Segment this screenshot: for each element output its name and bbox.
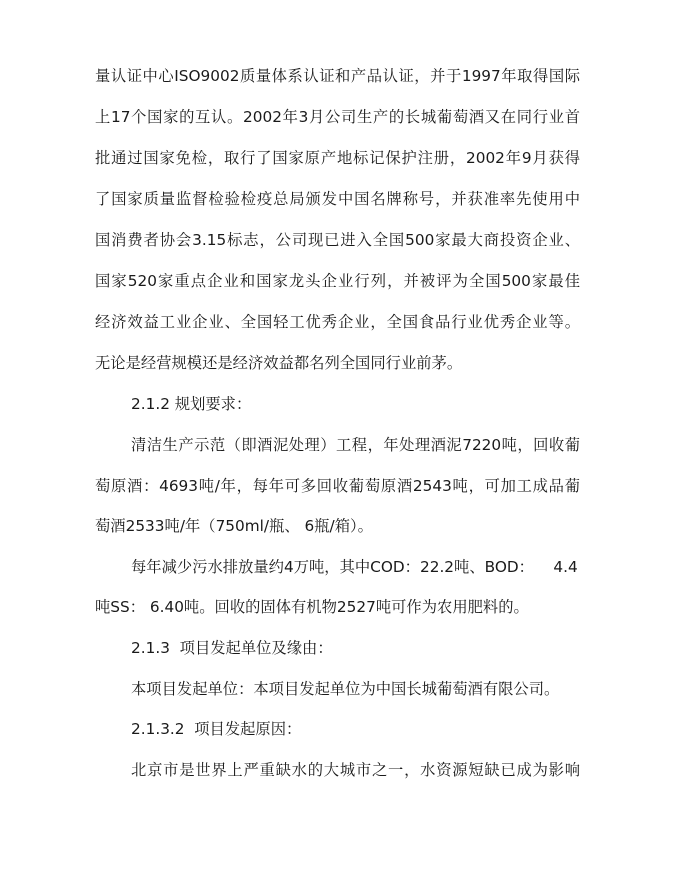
paragraph-line: 吨SS： 6.40吨。回收的固体有机物2527吨可作为农用肥料的。 bbox=[95, 598, 529, 616]
paragraph-line: 上17个国家的互认。2002年3月公司生产的长城葡萄酒又在同行业首 bbox=[95, 108, 580, 126]
paragraph-line: 了国家质量监督检验检疫总局颁发中国名牌称号，并获准率先使用中 bbox=[95, 190, 580, 208]
paragraph-line: 北京市是世界上严重缺水的大城市之一，水资源短缺已成为影响 bbox=[131, 761, 580, 779]
paragraph-line: 国家520家重点企业和国家龙头企业行列，并被评为全国500家最佳 bbox=[95, 272, 580, 290]
section-heading: 2.1.3 项目发起单位及缘由： bbox=[131, 639, 333, 657]
paragraph-line: 萄酒2533吨/年（750ml/瓶、 6瓶/箱）。 bbox=[95, 517, 373, 535]
paragraph-line: 经济效益工业企业、全国轻工优秀企业，全国食品行业优秀企业等。 bbox=[95, 313, 580, 331]
paragraph-line: 萄原酒：4693吨/年，每年可多回收葡萄原酒2543吨，可加工成品葡 bbox=[95, 477, 580, 495]
paragraph-line: 无论是经营规模还是经济效益都名列全国同行业前茅。 bbox=[95, 354, 463, 372]
paragraph-line: 清洁生产示范（即酒泥处理）工程，年处理酒泥7220吨，回收葡 bbox=[131, 436, 580, 454]
paragraph-line: 每年减少污水排放量约4万吨，其中COD：22.2吨、BOD： 4.4 bbox=[131, 558, 578, 576]
paragraph-line: 量认证中心ISO9002质量体系认证和产品认证，并于1997年取得国际 bbox=[95, 67, 580, 85]
paragraph-line: 批通过国家免检，取行了国家原产地标记保护注册，2002年9月获得 bbox=[95, 149, 580, 167]
section-heading: 2.1.3.2 项目发起原因： bbox=[131, 720, 302, 738]
section-heading: 2.1.2 规划要求： bbox=[131, 395, 252, 413]
paragraph-line: 国消费者协会3.15标志，公司现已进入全国500家最大商投资企业、 bbox=[95, 231, 580, 249]
paragraph-line: 本项目发起单位：本项目发起单位为中国长城葡萄酒有限公司。 bbox=[131, 680, 560, 698]
